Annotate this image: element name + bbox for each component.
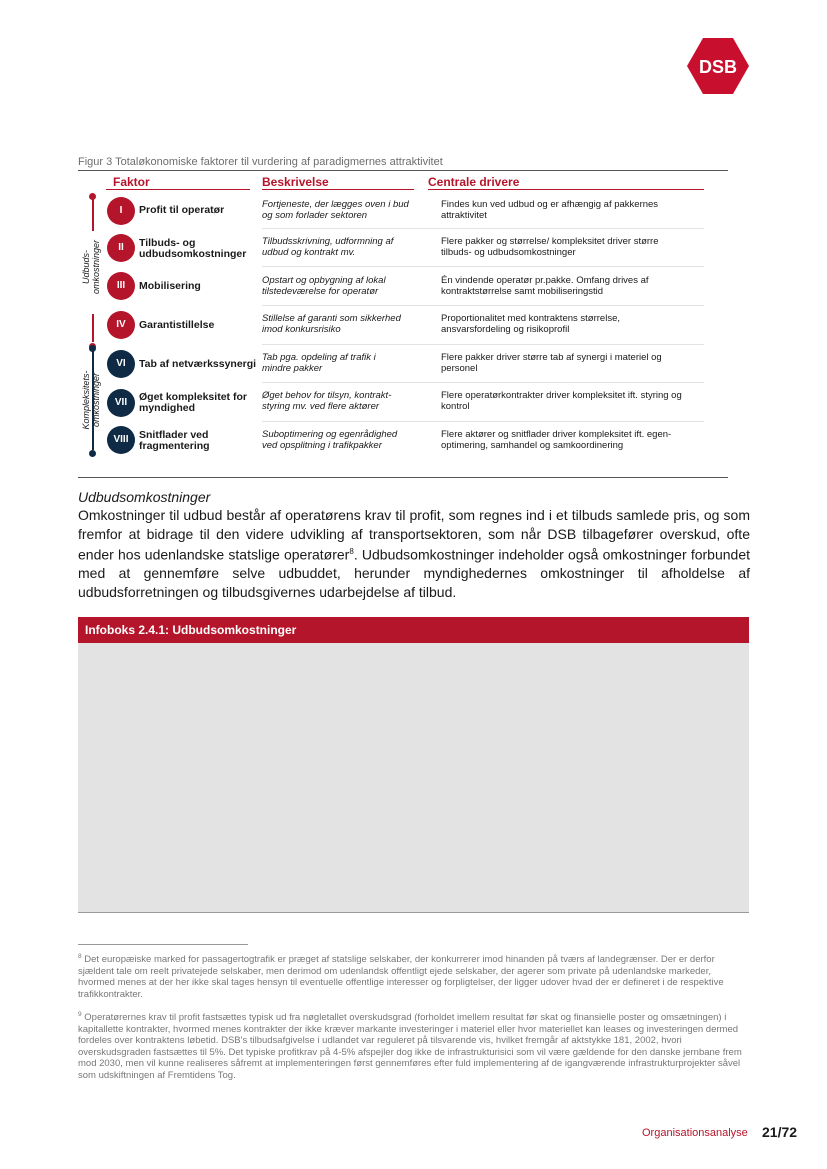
body-paragraph: Omkostninger til udbud består af operatørens krav til profit, som regnes ind i et tilbuds samlede pris, og som fremfor at bidrage til den videre udvikling af transportsektoren, som når DSB tilbagefører overskud, ofte ender hos udenlandske statslige operatører$^8$. Udbudsomkostninger indeholder også omkostninger forbundet med at gennemføre selve udbuddet, herunder myndighedernes omkostninger til afholdelse af udbudsforretningen og tilbudsgivernes udarbejdelse af tilbud. — [78, 507, 751, 600]
col-header-beskrivelse: Beskrivelse — [262, 175, 329, 189]
factor-driver: Findes kun ved udbud og er afhængig af pakkernes attraktivitet — [441, 199, 659, 221]
row-separator — [262, 266, 704, 267]
factor-description: Suboptimering og egenrådighed ved opsplitning i trafikpakker — [262, 429, 398, 451]
factor-badge: II — [107, 234, 135, 262]
factor-driver: Flere aktører og snitflader driver kompleksitet ift. egen- optimering, samhandel og samkoordinering — [441, 429, 672, 451]
row-separator — [262, 305, 704, 306]
row-separator — [262, 421, 704, 422]
infobox-header — [78, 617, 749, 643]
factor-name: Mobilisering — [139, 280, 201, 292]
infobox-title: Infoboks 2.4.1: Udbudsomkostninger — [85, 623, 297, 637]
factor-name: Snitflader ved fragmentering — [139, 429, 210, 452]
footnote-rule — [78, 944, 248, 945]
col-header-drivere: Centrale drivere — [428, 175, 520, 189]
factor-description: Opstart og opbygning af lokal tilstedeværelse for operatør — [262, 275, 386, 297]
bracket-line — [92, 197, 94, 231]
figure-bottom-rule — [78, 477, 728, 478]
figure-top-rule — [78, 170, 728, 171]
factor-description: Øget behov for tilsyn, kontrakt- styring mv. ved flere aktører — [262, 390, 392, 412]
factor-name: Tilbuds- og udbudsomkostninger — [139, 237, 247, 260]
factor-description: Stillelse af garanti som sikkerhed imod konkursrisiko — [262, 313, 401, 335]
factor-badge: III — [107, 272, 135, 300]
dsb-logo-text: DSB — [698, 57, 738, 77]
bracket-line — [92, 314, 94, 342]
factor-badge: VII — [107, 389, 135, 417]
factor-driver: Flere operatørkontrakter driver kompleksitet ift. styring og kontrol — [441, 390, 682, 412]
factor-badge: I — [107, 197, 135, 225]
col-header-rule — [428, 189, 704, 190]
page-number: 21/72 — [762, 1124, 798, 1140]
factor-badge: IV — [107, 311, 135, 339]
factor-name: Garantistillelse — [139, 319, 215, 331]
figure-caption: Figur 3 Totaløkonomiske faktorer til vurdering af paradigmernes attraktivitet — [78, 156, 443, 168]
factor-name: Profit til operatør — [139, 204, 225, 216]
factor-description: Tilbudsskrivning, udformning af udbud og kontrakt mv. — [262, 236, 394, 258]
row-separator — [262, 344, 704, 345]
row-separator — [262, 382, 704, 383]
factor-name: Øget kompleksitet for myndighed — [139, 391, 247, 414]
factor-driver: Én vindende operatør pr.pakke. Omfang drives af kontraktstørrelse samt mobiliseringstid — [441, 275, 649, 297]
dsb-logo — [687, 38, 749, 94]
col-header-rule — [106, 189, 250, 190]
footnote: $^9$ Operatørernes krav til profit fastsættes typisk ud fra nøgletallet overskudsgrad (forholdet imellem resultat før skat og finansielle poster og omsætningen) i kapitallette kontrakter, hvormed menes kontrakter der ikke kræver markante investeringer i materiel eller hvor materiellet kan leases og investeringen dermed fordeles over kontraktens løbetid. DSB's tilbudsafgivelse i udlandet var reguleret på tilsvarende vis, hvilket fremgår af aktstykke 181, 2002, hvori overskudsgraden fastsættes til 5%. Det typiske profitkrav på 4-5% afspejler dog ikke de infrastrukturisici som vil være gældende for den danske jernbane frem mod 2030, men vil kunne realiseres såfremt at implementeringen først gennemføres efter fuld implementering af de igangværende infrastrukturprojekter såvel som udskiftningen af Fremtidens Tog. — [78, 1011, 742, 1081]
footnote-ref: 8 — [349, 547, 354, 556]
group-label-kompleksitet: Kompleksitets- omkostninger — [81, 370, 101, 430]
factor-driver: Flere pakker og størrelse/ kompleksitet driver større tilbuds- og udbudsomkostninger — [441, 236, 659, 258]
section-heading: Udbudsomkostninger — [78, 489, 211, 505]
row-separator — [262, 228, 704, 229]
factor-badge: VIII — [107, 426, 135, 454]
factor-description: Tab pga. opdeling af trafik i mindre pakker — [262, 352, 376, 374]
factor-driver: Proportionalitet med kontraktens størrelse, ansvarsfordeling og risikoprofil — [441, 313, 620, 335]
bracket-dot — [89, 450, 96, 457]
group-label-udbud: Udbuds- omkostninger — [81, 239, 101, 295]
footnote: $^8$ Det europæiske marked for passagertogtrafik er præget af statslige selskaber, der konkurrerer imod hinanden på tværs af landegrænser. Der er derfor sjældent tale om reelt privatejede selskaber, men derimod om udenlandsk offentligt ejede selskaber, der agerer som private på udenlandske markeder, hvormed menes at der her ikke skal tages hensyn til eventuelle offentlige interesser og forpligtelser, der ligger udover hvad der er defineret i de respektive trafikkontrakter. — [78, 953, 724, 1000]
col-header-faktor: Faktor — [113, 175, 150, 189]
factor-name: Tab af netværkssynergi — [139, 358, 257, 370]
factor-driver: Flere pakker driver større tab af synergi i materiel og personel — [441, 352, 662, 374]
factor-badge: VI — [107, 350, 135, 378]
infobox-body — [78, 643, 749, 913]
factor-description: Fortjeneste, der lægges oven i bud og som forlader sektoren — [262, 199, 409, 221]
col-header-rule — [262, 189, 414, 190]
footer-section-name: Organisationsanalyse — [642, 1127, 748, 1139]
